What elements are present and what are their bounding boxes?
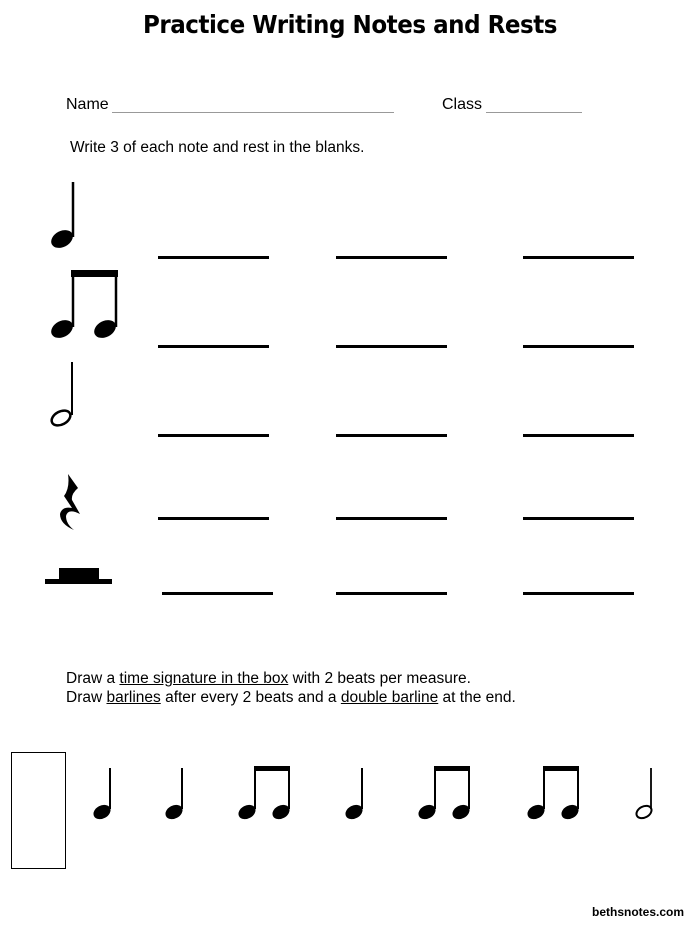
class-field[interactable] [486, 112, 582, 113]
answer-blank[interactable] [158, 434, 269, 437]
answer-blank[interactable] [523, 345, 634, 348]
eighth-note-pair-icon [237, 766, 293, 822]
answer-blank[interactable] [158, 256, 269, 259]
instruction-text: Draw a [66, 670, 120, 687]
answer-blank[interactable] [336, 592, 447, 595]
answer-blank[interactable] [523, 517, 634, 520]
half-note-icon [46, 360, 80, 430]
answer-blank[interactable] [158, 517, 269, 520]
instruction-line [66, 669, 516, 688]
answer-blank[interactable] [336, 434, 447, 437]
page-title: Practice Writing Notes and Rests [142, 10, 558, 39]
name-label: Name [66, 96, 109, 113]
answer-blank[interactable] [336, 256, 447, 259]
name-field[interactable] [112, 112, 394, 113]
quarter-rest-icon [58, 472, 88, 534]
time-signature-box[interactable] [11, 752, 66, 869]
half-rest-icon [45, 566, 113, 588]
instruction-text: Draw [66, 689, 107, 706]
class-label: Class [442, 96, 483, 113]
instruction-time-signature [66, 669, 516, 707]
quarter-note-icon [46, 180, 80, 252]
instruction-text: with 2 beats per measure. [288, 670, 471, 687]
instruction-underlined-text: barlines [106, 689, 161, 706]
answer-blank[interactable] [158, 345, 269, 348]
answer-blank[interactable] [523, 434, 634, 437]
instruction-underlined-text: time signature in the box [119, 670, 289, 687]
answer-blank[interactable] [523, 592, 634, 595]
answer-blank[interactable] [162, 592, 273, 595]
instruction-line [66, 688, 516, 707]
footer-site: bethsnotes.com [591, 905, 684, 919]
instruction-text: after every 2 beats and a [160, 689, 341, 706]
quarter-note-icon [344, 766, 368, 822]
answer-blank[interactable] [336, 517, 447, 520]
eighth-note-pair-icon [526, 766, 582, 822]
eighth-note-pair-icon [46, 270, 124, 342]
eighth-note-pair-icon [417, 766, 473, 822]
answer-blank[interactable] [336, 345, 447, 348]
quarter-note-icon [92, 766, 116, 822]
instruction-write: Write 3 of each note and rest in the blanks. [70, 139, 365, 156]
half-note-icon [634, 766, 658, 822]
instruction-text: at the end. [438, 689, 516, 706]
quarter-note-icon [164, 766, 188, 822]
instruction-underlined-text: double barline [340, 689, 439, 706]
answer-blank[interactable] [523, 256, 634, 259]
